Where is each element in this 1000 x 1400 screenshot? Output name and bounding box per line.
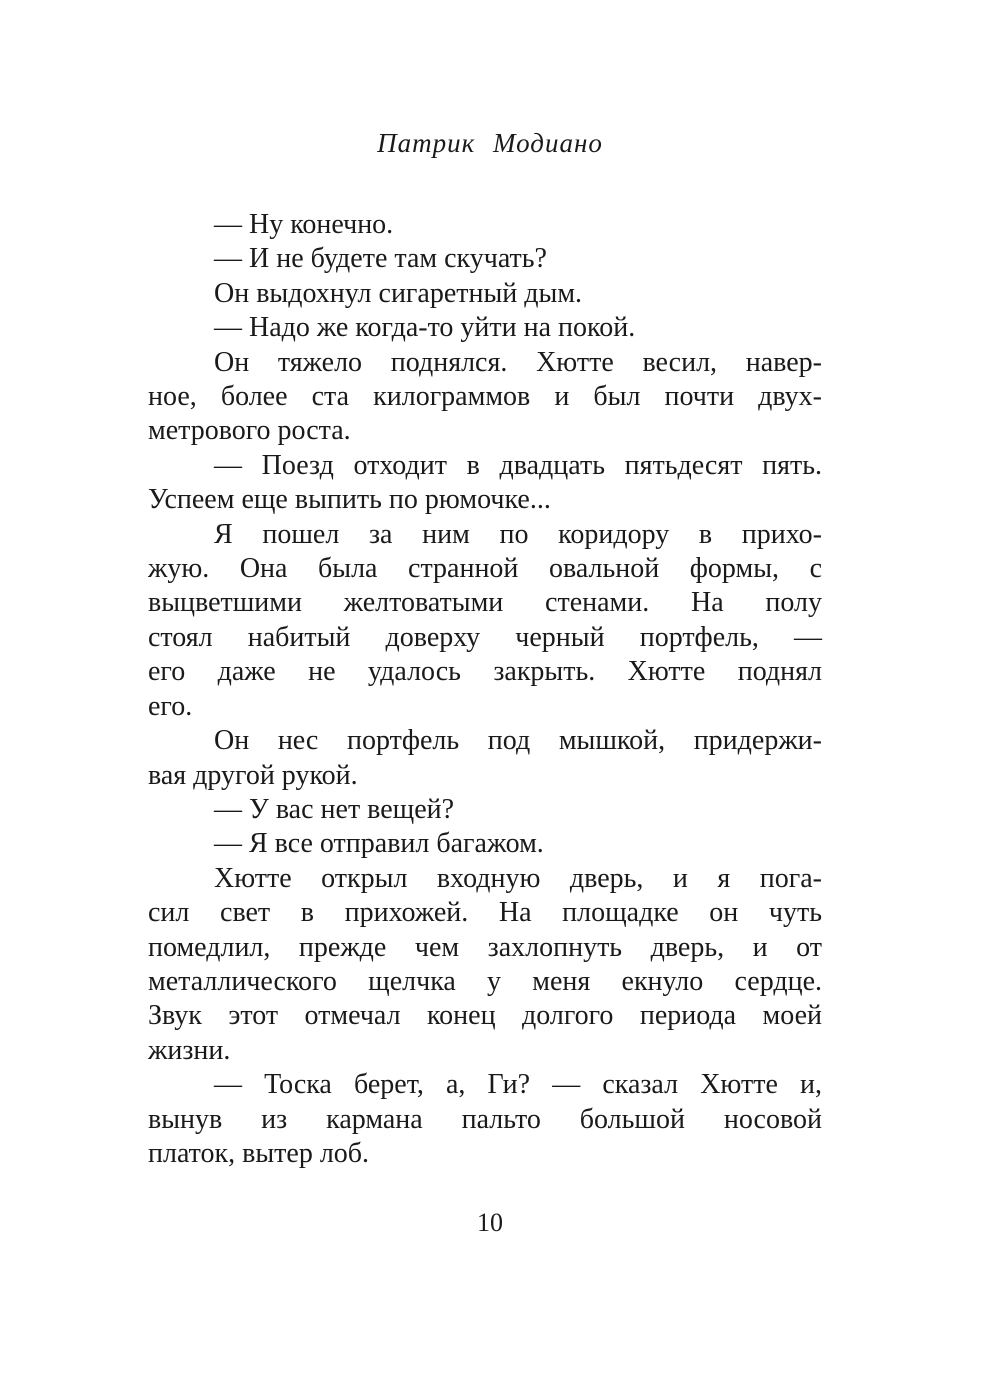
text-line: платок, вытер лоб. [148,1137,370,1169]
paragraph [148,724,822,793]
text-line: жизни. [148,1034,231,1066]
paragraph [148,208,822,242]
text-line: — У вас нет вещей? [214,793,455,825]
paragraph [148,311,822,345]
text-line: — Надо же когда-то уйти на покой. [214,312,636,344]
running-header: Патрик Модиано [377,128,603,158]
paragraph [148,242,822,276]
text-line: Хютте открыл входную дверь, и я пога- [214,862,822,894]
text-line: Я пошел за ним по коридору в прихо- [214,518,822,550]
paragraph [148,277,822,311]
text-line: его даже не удалось закрыть. Хютте поднял [148,656,822,688]
text-line: ное, более ста килограммов и был почти двух- [148,381,822,413]
paragraph [148,449,822,518]
text-line: Успеем еще выпить по рюмочке... [148,484,551,516]
text-line: выцветшими желтоватыми стенами. На полу [148,587,822,619]
paragraph [148,827,822,861]
text-line: Он тяжело поднялся. Хютте весил, навер- [214,346,822,378]
paragraph [148,862,822,1068]
text-line: его. [148,690,193,722]
text-line: — Я все отправил багажом. [214,828,544,860]
text-line: помедлил, прежде чем захлопнуть дверь, и от [148,931,822,963]
text-line: Он нес портфель под мышкой, придержи- [214,725,822,757]
text-line: вая другой рукой. [148,759,358,791]
text-line: — И не будете там скучать? [214,243,547,275]
paragraph [148,793,822,827]
text-line: вынув из кармана пальто большой носовой [148,1103,822,1135]
text-line: — Ну конечно. [214,209,394,240]
text-line: метрового роста. [148,415,351,447]
paragraph [148,1068,822,1171]
text-line: — Поезд отходит в двадцать пятьдесят пять. [214,449,822,481]
text-line: Звук этот отмечал конец долгого периода моей [148,1000,822,1032]
text-line: — Тоска берет, а, Ги? — сказал Хютте и, [214,1069,822,1101]
page-number: 10 [477,1208,503,1237]
text-line: Он выдохнул сигаретный дым. [214,277,583,309]
text-line: стоял набитый доверху черный портфель, — [148,621,822,653]
paragraph [148,518,822,724]
text-line: металлического щелчка у меня екнуло сердце. [148,965,822,997]
page-body [148,208,822,1171]
text-line: жую. Она была странной овальной формы, с [148,553,822,585]
paragraph [148,346,822,449]
text-line: сил свет в прихожей. На площадке он чуть [148,897,822,929]
